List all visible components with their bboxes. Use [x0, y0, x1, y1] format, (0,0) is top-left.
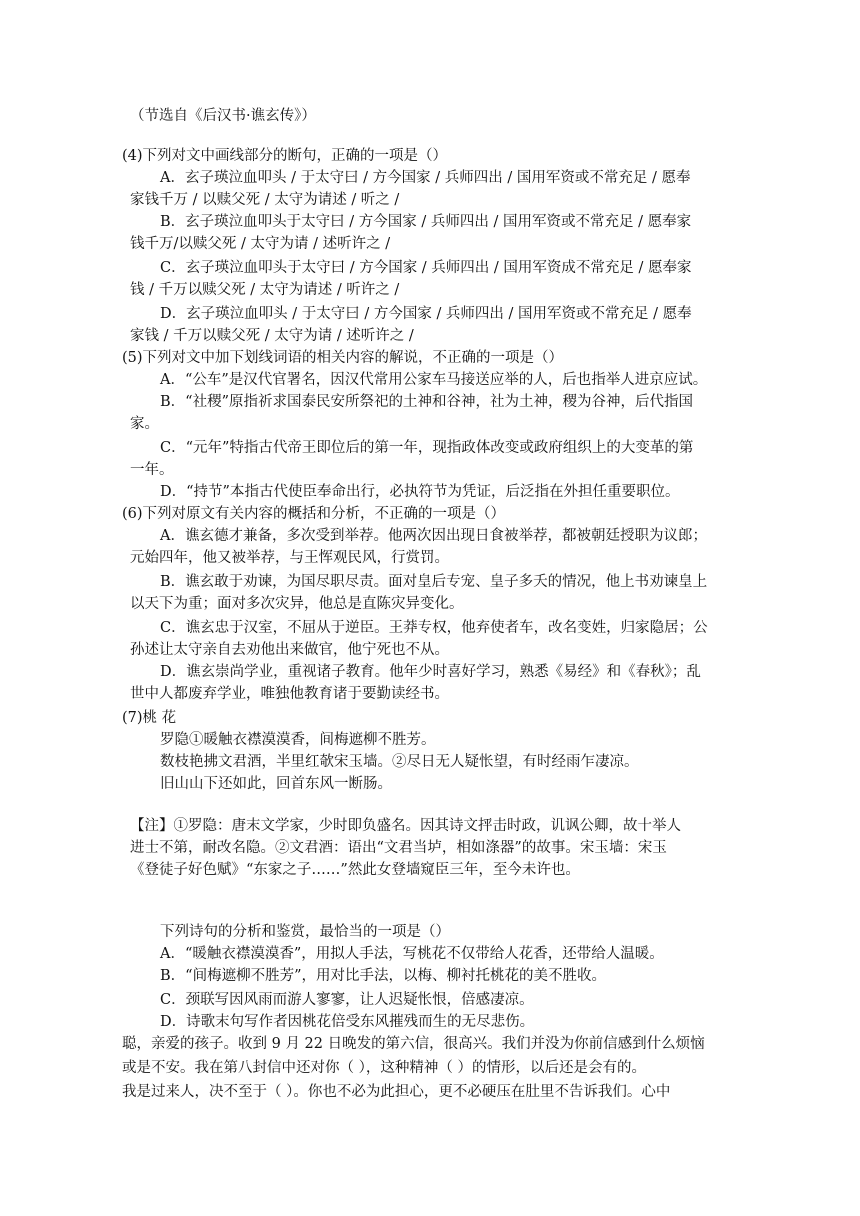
q4-option-a: A．玄子瑛泣血叩头 / 于太守曰 / 方今国家 / 兵师四出 / 国用军资或不常充足 / 愿奉	[160, 170, 691, 186]
letter-line-2: 或是不安。我在第八封信中还对你（ ），这种精神（ ）的情形，以后还是会有的。	[122, 1060, 646, 1076]
q4-option-c-cont: 钱 / 千万以赎父死 / 太守为请述 / 听许之 /	[130, 282, 400, 298]
q6-option-d-cont: 世中人都废弃学业，唯独他教育诸于要勤读经书。	[130, 686, 449, 702]
q4-option-c: C．玄子瑛泣血叩头于太守曰 / 方今国家 / 兵师四出 / 国用军资成不常充足 / 愿奉家	[160, 260, 692, 276]
q5-stem: (5)下列对文中加下划线词语的相关内容的解说，不正确的一项是（）	[122, 350, 564, 366]
source-note: （节选自《后汉书·谯玄传》）	[130, 108, 316, 124]
q6-option-a: A．谯玄德才兼备，多次受到举荐。他两次因出现日食被举荐，都被朝廷授职为议郎；	[160, 528, 707, 544]
q6-option-b: B．谯玄敢于劝谏，为国尽职尽责。面对皇后专宠、皇子多夭的情况，他上书劝谏皇上	[160, 574, 708, 590]
q4-stem: (4)下列对文中画线部分的断句，正确的一项是（）	[122, 148, 448, 164]
q7-poem-line-3: 旧山山下还如此，回首东风一断肠。	[160, 776, 392, 792]
q5-option-d: D．“持节”本指古代使臣奉命出行，必执符节为凭证，后泛指在外担任重要职位。	[160, 484, 680, 500]
q6-option-c-cont: 孙述让太守亲自去劝他出来做官，他宁死也不从。	[130, 642, 449, 658]
q5-option-b: B．“社稷”原指祈求国泰民安所祭祀的土神和谷神，社为土神，稷为谷神，后代指国	[160, 394, 693, 410]
q4-option-a-cont: 家钱千万 / 以赎父死 / 太守为请述 / 听之 /	[130, 192, 400, 208]
q7-title: (7)桃 花	[122, 710, 177, 726]
q4-option-b-cont: 钱千万/以赎父死 / 太守为请 / 述听许之 /	[130, 236, 391, 252]
letter-line-3: 我是过来人，决不至于（ ）。你也不必为此担心，更不必硬压在肚里不告诉我们。心中	[122, 1084, 671, 1100]
q4-option-d: D．玄子瑛泣血叩头 / 于太守曰 / 方今国家 / 兵师四出 / 国用军资或不常充足 / 愿奉	[160, 306, 692, 322]
q5-option-c-cont: 一年。	[130, 462, 174, 478]
q7-stem: 下列诗句的分析和鉴赏，最恰当的一项是（）	[160, 924, 450, 940]
letter-line-1: 聪，亲爱的孩子。收到 9 月 22 日晚发的第六信，很高兴。我们并没为你前信感到什么烦恼	[122, 1036, 705, 1052]
q5-option-b-cont: 家。	[130, 416, 159, 432]
q7-poem-line-1: 罗隐①暖触衣襟漠漠香，间梅遮柳不胜芳。	[160, 732, 436, 748]
q7-option-a: A．“暖触衣襟漠漠香”，用拟人手法，写桃花不仅带给人花香，还带给人温暖。	[160, 946, 664, 962]
q6-stem: (6)下列对原文有关内容的概括和分析，不正确的一项是（）	[122, 506, 506, 522]
q6-option-d: D．谯玄崇尚学业，重视诸子教育。他年少时喜好学习，熟悉《易经》和《春秋》；乱	[160, 664, 701, 680]
q6-option-a-cont: 元始四年，他又被举荐，与王恽观民风，行赏罚。	[130, 550, 449, 566]
q6-option-c: C．谯玄忠于汉室，不屈从于逆臣。王莽专权，他弃使者车，改名变姓，归家隐居；公	[160, 620, 708, 636]
q7-option-d: D．诗歌末句写作者因桃花倍受东风摧残而生的无尽悲伤。	[160, 1014, 535, 1030]
q7-poem-line-2: 数枝艳拂文君酒，半里红欹宋玉墙。②尽日无人疑怅望，有时经雨乍凄凉。	[160, 754, 639, 770]
q7-option-b: B．“间梅遮柳不胜芳”，用对比手法，以梅、柳衬托桃花的美不胜收。	[160, 968, 606, 984]
q4-option-b: B．玄子瑛泣血叩头于太守曰 / 方今国家 / 兵师四出 / 国用军资或不常充足 / 愿奉家	[160, 214, 692, 230]
q7-note-line-2: 进士不第，耐改名隐。②文君酒：语出“文君当垆，相如涤器”的故事。宋玉墙：宋玉	[130, 840, 667, 856]
q6-option-b-cont: 以天下为重；面对多次灾异，他总是直陈灾异变化。	[130, 596, 464, 612]
q7-note-line-3: 《登徒子好色赋》“东家之子……”然此女登墙窥臣三年，至今未许也。	[130, 862, 580, 878]
q5-option-c: C．“元年”特指古代帝王即位后的第一年，现指政体改变或政府组织上的大变革的第	[160, 440, 694, 456]
q7-option-c: C．颈联写因风雨而游人寥寥，让人迟疑怅恨，倍感凄凉。	[160, 992, 534, 1008]
q4-option-d-cont: 家钱 / 千万以赎父死 / 太守为请 / 述听许之 /	[130, 328, 414, 344]
q5-option-a: A．“公车”是汉代官署名，因汉代常用公家车马接送应举的人，后也指举人进京应试。	[160, 372, 708, 388]
q7-note-line-1: 【注】①罗隐：唐末文学家，少时即负盛名。因其诗文抨击时政，讥讽公卿，故十举人	[130, 818, 681, 834]
